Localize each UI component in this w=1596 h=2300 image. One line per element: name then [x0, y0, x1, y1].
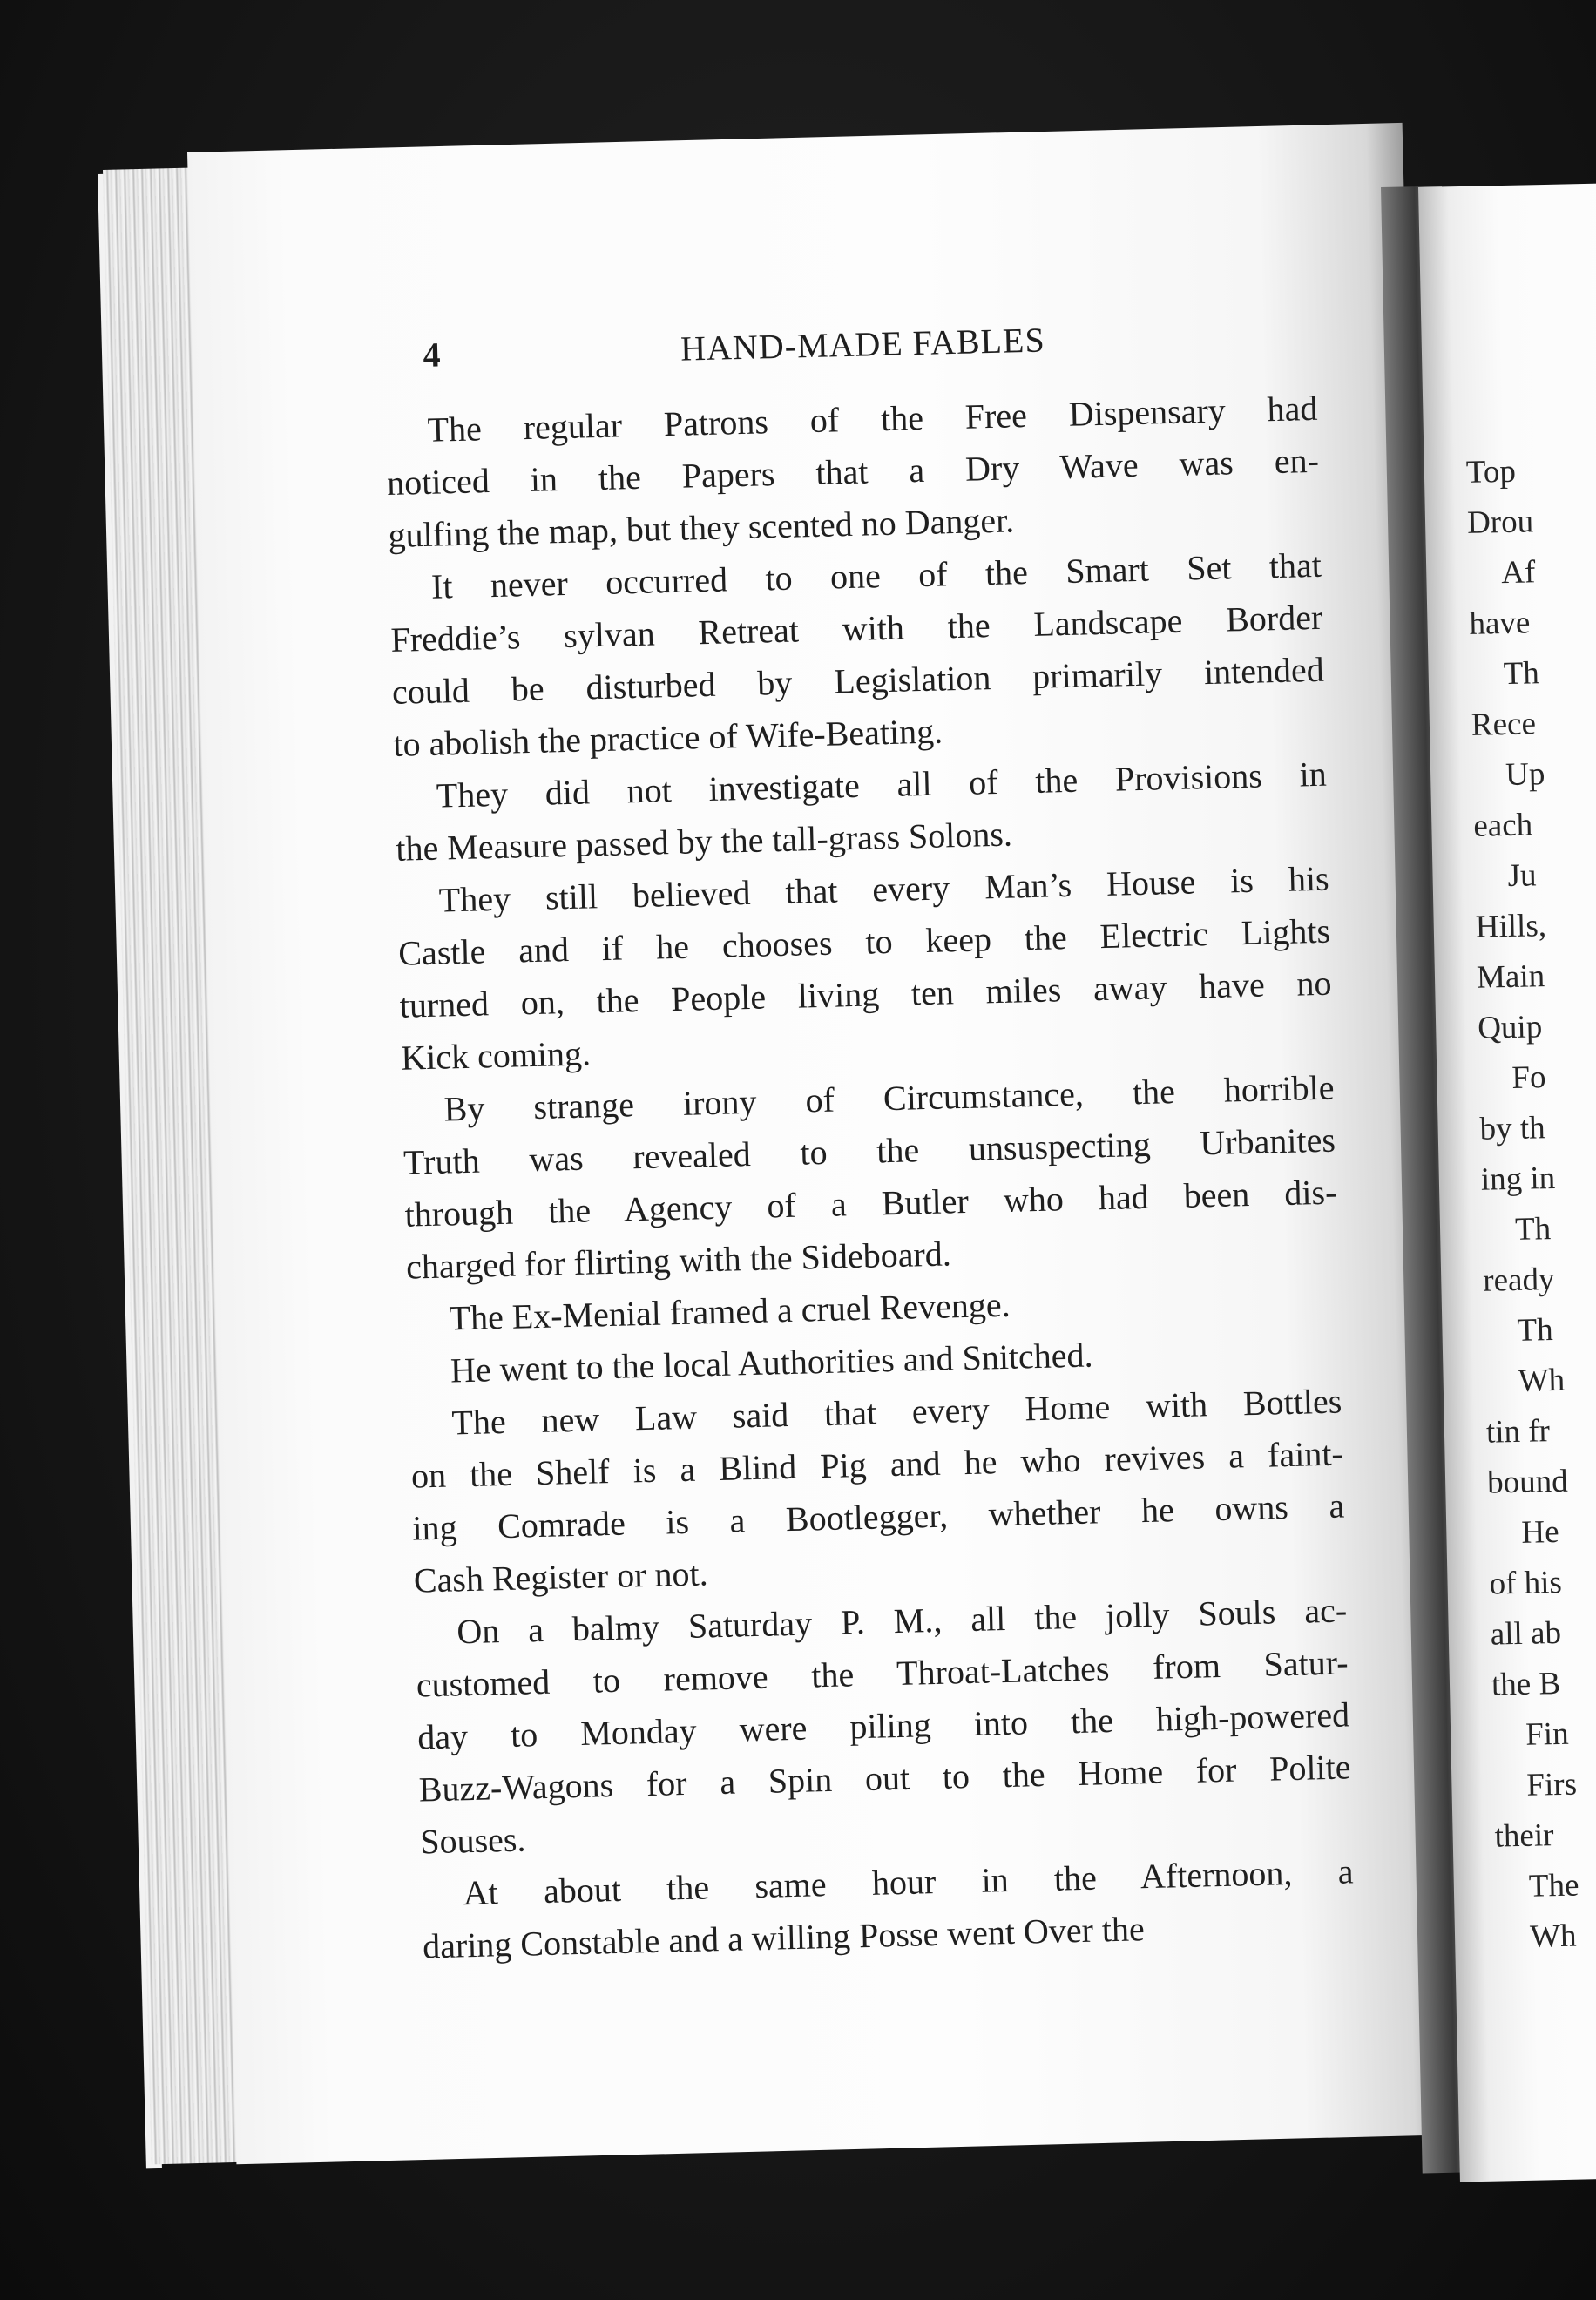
right-line: The — [1528, 1867, 1579, 1904]
right-line: tin fr — [1485, 1413, 1551, 1451]
running-title: HAND-MADE FABLES — [680, 320, 1046, 369]
right-line: Ju — [1507, 857, 1537, 895]
text-line: gulfing the map, but they scented no Danger. — [388, 500, 1015, 555]
text-line: The Ex-Menial framed a cruel Revenge. — [449, 1284, 1011, 1338]
right-line: their — [1494, 1817, 1554, 1855]
text-line: By strange irony of Circumstance, the horrible — [443, 1067, 1335, 1129]
text-line: On a balmy Saturday P. M., all the jolly Souls ac- — [456, 1590, 1348, 1652]
page-number: 4 — [423, 335, 443, 375]
text-line: on the Shelf is a Blind Pig and he who revives a faint- — [410, 1433, 1344, 1496]
right-line: Top — [1465, 453, 1517, 490]
text-line: the Measure passed by the tall-grass Solons. — [395, 814, 1013, 869]
right-line: He — [1520, 1513, 1559, 1551]
text-line: Souses. — [419, 1819, 526, 1862]
text-line: charged for flirting with the Sideboard. — [405, 1234, 952, 1287]
paragraph — [415, 1584, 1353, 1868]
right-line: Firs — [1526, 1766, 1578, 1803]
right-line: Wh — [1529, 1918, 1577, 1955]
paragraph — [389, 539, 1326, 771]
left-page-text — [383, 313, 1356, 1973]
right-line: by th — [1479, 1110, 1546, 1147]
text-line: day to Monday were piling into the high-powered — [416, 1695, 1350, 1757]
paragraph — [385, 382, 1321, 562]
body-text — [385, 382, 1356, 1973]
right-line: Fin — [1525, 1715, 1570, 1753]
right-line: Drou — [1466, 504, 1534, 541]
right-line: Th — [1514, 1211, 1552, 1248]
text-line: Kick coming. — [400, 1033, 592, 1078]
right-line: each — [1472, 807, 1533, 844]
paragraph — [396, 853, 1334, 1085]
text-line: customed to remove the Throat-Latches from Satur- — [416, 1642, 1349, 1705]
paragraph — [409, 1375, 1347, 1607]
right-line: all ab — [1490, 1614, 1562, 1653]
text-line: through the Agency of a Butler who had been dis- — [404, 1172, 1337, 1235]
right-line: Quip — [1477, 1009, 1543, 1046]
right-line: the B — [1491, 1665, 1561, 1703]
right-page-text — [1465, 444, 1596, 1964]
text-line: turned on, the People living ten miles away have no — [399, 963, 1333, 1025]
right-line: ready — [1482, 1262, 1555, 1299]
text-line: It never occurred to one of the Smart Set that — [430, 545, 1322, 606]
right-line: Rece — [1471, 706, 1537, 743]
text-line: Freddie’s sylvan Retreat with the Landscape Border — [389, 597, 1323, 660]
right-line: Main — [1476, 958, 1545, 996]
text-line: daring Constable and a willing Posse went Over the — [422, 1909, 1146, 1966]
text-line: to abolish the practice of Wife-Beating. — [392, 711, 943, 764]
text-line: At about the same hour in the Afternoon, a — [463, 1851, 1354, 1913]
right-line: Af — [1500, 554, 1536, 592]
right-line: of his — [1489, 1564, 1563, 1602]
text-line: They still believed that every Man’s House is his — [438, 858, 1330, 920]
text-line: The new Law said that every Home with Bottles — [450, 1381, 1342, 1443]
right-line: Th — [1503, 655, 1540, 693]
right-line: Hills, — [1475, 908, 1547, 945]
text-line: He went to the local Authorities and Snitched. — [450, 1335, 1094, 1390]
text-line: They did not investigate all of the Provisions in — [436, 754, 1328, 815]
right-line: bound — [1486, 1463, 1569, 1501]
right-line: Wh — [1518, 1362, 1566, 1399]
right-line: have — [1469, 605, 1531, 642]
text-line: noticed in the Papers that a Dry Wave was en- — [386, 440, 1320, 503]
text-line: could be disturbed by Legislation primarily intended — [391, 649, 1325, 712]
right-line: Th — [1517, 1312, 1554, 1349]
text-line: Buzz-Wagons for a Spin out to the Home for Polite — [418, 1747, 1352, 1810]
right-line: ing in — [1480, 1160, 1556, 1198]
text-line: Cash Register or not. — [413, 1553, 709, 1600]
text-line: Castle and if he chooses to keep the Electric Lights — [397, 910, 1331, 973]
text-line: ing Comrade is a Bootlegger, whether he owns a — [411, 1485, 1345, 1548]
text-line: Truth was revealed to the unsuspecting Urbanites — [402, 1120, 1336, 1182]
paragraph — [402, 1062, 1339, 1294]
right-line: Fo — [1511, 1059, 1546, 1096]
text-line: The regular Patrons of the Free Dispensary had — [427, 388, 1318, 450]
right-line: Up — [1505, 756, 1545, 794]
